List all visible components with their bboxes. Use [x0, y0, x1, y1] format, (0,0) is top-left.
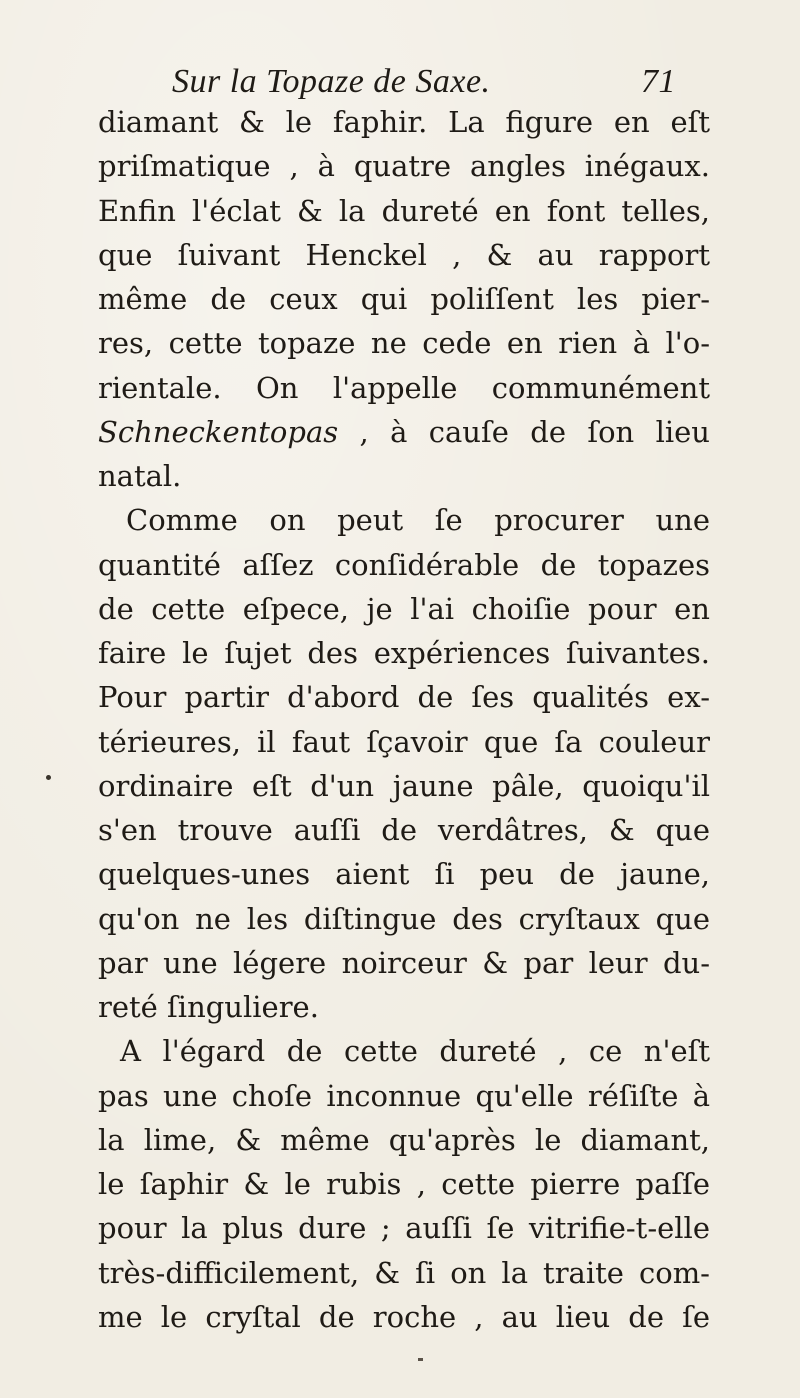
text-line: diamant & le faphir. La figure en eſt [98, 105, 710, 139]
text-line: quantité aſſez conſidérable de topazes [98, 547, 710, 582]
text-line: rientale. On l'appelle communément [98, 370, 710, 405]
text-line: quelques-unes aient ſi peu de jaune, [98, 857, 710, 892]
text-line: s'en trouve auſſi de verdâtres, & que [98, 813, 710, 847]
text-line: Comme on peut ſe procurer une [126, 503, 710, 538]
text-line: Enfin l'éclat & la dureté en font telles, [98, 193, 710, 228]
text-line: de cette eſpece, je l'ai choiſie pour en [98, 591, 710, 626]
margin-dot [46, 775, 51, 780]
body-text [98, 100, 710, 1339]
page-header [172, 62, 692, 102]
text-line: le ſaphir & le rubis , cette pierre paſſe [98, 1167, 710, 1201]
text-line: pour la plus dure ; auſſi ſe vitrifie-t-elle [98, 1211, 710, 1246]
text-line: pas une choſe inconnue qu'elle réſiſte à [98, 1078, 710, 1113]
running-title: Sur la Topaze de Saxe. [172, 63, 491, 100]
text-line: A l'égard de cette dureté , ce n'eſt [120, 1034, 710, 1069]
text-line-rest: , à cauſe de ſon lieu [338, 414, 710, 449]
text-line: qu'on ne les diſtingue des cryſtaux que [98, 901, 710, 936]
text-line: faire le ſujet des expériences ſuivantes. [98, 636, 710, 670]
ink-speck [418, 1358, 423, 1361]
text-line: Pour partir d'abord de ſes qualités ex- [98, 680, 710, 715]
text-line [98, 410, 710, 454]
text-line: térieures, il faut ſçavoir que ſa couleur [98, 724, 710, 759]
text-line: natal. [98, 459, 182, 493]
text-line: priſmatique , à quatre angles inégaux. [98, 149, 710, 184]
page-number: 71 [641, 63, 676, 100]
text-line: par une légere noirceur & par leur du- [98, 945, 710, 980]
text-line: la lime, & même qu'après le diamant, [98, 1122, 710, 1157]
text-line: que ſuivant Henckel , & au rapport [98, 237, 710, 272]
text-line: reté ſinguliere. [98, 990, 319, 1024]
text-line: ordinaire eſt d'un jaune pâle, quoiqu'il [98, 768, 710, 803]
italic-term: Schneckentopas [98, 414, 339, 449]
text-line: très-difficilement, & ſi on la traite com- [98, 1255, 710, 1290]
text-line: res, cette topaze ne cede en rien à l'o- [98, 326, 710, 361]
text-line: me le cryſtal de roche , au lieu de ſe [98, 1299, 710, 1334]
text-line: même de ceux qui poliſſent les pier- [98, 282, 710, 316]
